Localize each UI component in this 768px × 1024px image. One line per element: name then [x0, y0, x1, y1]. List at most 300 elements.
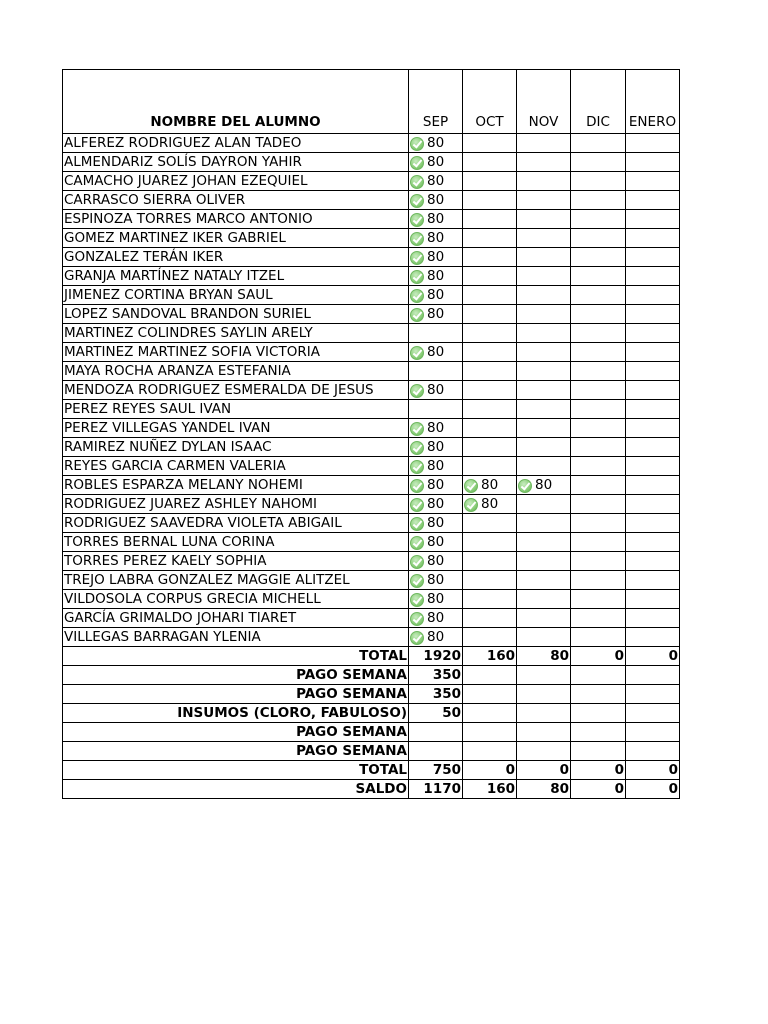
summary-value[interactable]: 80	[517, 780, 571, 799]
summary-value[interactable]	[626, 742, 680, 761]
payment-cell[interactable]	[463, 191, 517, 210]
summary-value[interactable]	[463, 742, 517, 761]
summary-value[interactable]	[517, 742, 571, 761]
payment-cell[interactable]	[409, 571, 463, 590]
student-name-cell[interactable]: VILDOSOLA CORPUS GRECIA MICHELL	[63, 590, 409, 609]
payment-amount: 80	[427, 173, 445, 189]
check-circle-icon	[410, 498, 424, 512]
student-row	[63, 476, 680, 495]
check-circle-icon	[410, 555, 424, 569]
payment-amount: 80	[427, 268, 445, 284]
payment-amount: 80	[427, 477, 445, 493]
payment-cell[interactable]	[626, 305, 680, 324]
payment-cell[interactable]	[409, 134, 463, 153]
payment-amount: 80	[427, 192, 445, 208]
payment-cell[interactable]	[626, 590, 680, 609]
payment-cell[interactable]	[463, 400, 517, 419]
check-circle-icon	[410, 156, 424, 170]
student-row	[63, 324, 680, 343]
payments-spreadsheet	[62, 69, 680, 799]
student-name-cell[interactable]: TREJO LABRA GONZALEZ MAGGIE ALITZEL	[63, 571, 409, 590]
payment-cell[interactable]	[409, 362, 463, 381]
payment-cell[interactable]	[626, 191, 680, 210]
summary-value[interactable]	[626, 704, 680, 723]
check-circle-icon	[410, 536, 424, 550]
payment-cell[interactable]	[409, 533, 463, 552]
payment-cell[interactable]	[409, 552, 463, 571]
payment-cell[interactable]	[409, 210, 463, 229]
payment-cell[interactable]	[409, 381, 463, 400]
payment-cell[interactable]	[626, 248, 680, 267]
payment-cell[interactable]	[463, 609, 517, 628]
payment-cell[interactable]	[571, 552, 626, 571]
student-row	[63, 305, 680, 324]
student-row	[63, 609, 680, 628]
payment-cell[interactable]	[463, 571, 517, 590]
summary-value[interactable]	[517, 666, 571, 685]
summary-value[interactable]: 0	[517, 761, 571, 780]
check-circle-icon	[410, 346, 424, 360]
payment-cell[interactable]	[571, 343, 626, 362]
payment-cell[interactable]	[571, 476, 626, 495]
payment-cell[interactable]	[626, 609, 680, 628]
header-row	[63, 70, 680, 134]
summary-value[interactable]: 160	[463, 647, 517, 666]
payment-cell[interactable]	[409, 438, 463, 457]
summary-value[interactable]	[517, 723, 571, 742]
payment-cell[interactable]	[626, 495, 680, 514]
summary-value[interactable]: 50	[409, 704, 463, 723]
payment-cell[interactable]	[626, 571, 680, 590]
summary-row	[63, 780, 680, 799]
payment-amount: 80	[427, 344, 445, 360]
summary-value[interactable]	[571, 723, 626, 742]
payment-cell[interactable]	[517, 248, 571, 267]
student-row	[63, 381, 680, 400]
student-row	[63, 533, 680, 552]
column-header-name: NOMBRE DEL ALUMNO	[63, 70, 409, 134]
summary-value[interactable]	[571, 742, 626, 761]
summary-value[interactable]	[626, 666, 680, 685]
summary-value[interactable]	[409, 723, 463, 742]
payment-cell[interactable]	[463, 286, 517, 305]
summary-row	[63, 685, 680, 704]
payment-cell[interactable]	[571, 628, 626, 647]
payment-cell[interactable]	[463, 305, 517, 324]
payment-cell[interactable]	[463, 381, 517, 400]
payment-cell[interactable]	[626, 400, 680, 419]
payment-amount: 80	[427, 249, 445, 265]
student-name-cell[interactable]: GOMEZ MARTINEZ IKER GABRIEL	[63, 229, 409, 248]
student-row	[63, 229, 680, 248]
payment-cell[interactable]	[571, 210, 626, 229]
summary-label[interactable]: TOTAL	[63, 647, 409, 666]
payment-cell[interactable]	[517, 419, 571, 438]
payment-cell[interactable]	[517, 476, 571, 495]
summary-value[interactable]	[571, 666, 626, 685]
summary-value[interactable]: 0	[571, 647, 626, 666]
column-header-nov: NOV	[517, 70, 571, 134]
student-row	[63, 571, 680, 590]
payment-cell[interactable]	[571, 400, 626, 419]
payment-amount: 80	[535, 477, 553, 493]
payment-cell[interactable]	[571, 533, 626, 552]
summary-value[interactable]	[463, 723, 517, 742]
payment-cell[interactable]	[517, 571, 571, 590]
payment-cell[interactable]	[409, 248, 463, 267]
summary-value[interactable]	[626, 723, 680, 742]
payment-cell[interactable]	[517, 457, 571, 476]
payment-cell[interactable]	[517, 514, 571, 533]
payment-cell[interactable]	[571, 609, 626, 628]
summary-label[interactable]: SALDO	[63, 780, 409, 799]
payment-cell[interactable]	[517, 267, 571, 286]
payment-cell[interactable]	[626, 172, 680, 191]
payment-cell[interactable]	[409, 305, 463, 324]
summary-value[interactable]: 0	[571, 780, 626, 799]
payment-cell[interactable]	[463, 476, 517, 495]
student-name-cell[interactable]: TORRES BERNAL LUNA CORINA	[63, 533, 409, 552]
check-circle-icon	[410, 384, 424, 398]
payment-cell[interactable]	[571, 419, 626, 438]
payment-cell[interactable]	[626, 362, 680, 381]
payment-cell[interactable]	[626, 134, 680, 153]
payment-cell[interactable]	[517, 324, 571, 343]
student-name-cell[interactable]: ALFEREZ RODRIGUEZ ALAN TADEO	[63, 134, 409, 153]
student-name-cell[interactable]: MARTINEZ MARTINEZ SOFIA VICTORIA	[63, 343, 409, 362]
payment-cell[interactable]	[571, 381, 626, 400]
payment-cell[interactable]	[517, 305, 571, 324]
payment-amount: 80	[427, 306, 445, 322]
payment-cell[interactable]	[409, 590, 463, 609]
payment-cell[interactable]	[626, 533, 680, 552]
payment-cell[interactable]	[571, 134, 626, 153]
summary-row	[63, 666, 680, 685]
payment-cell[interactable]	[517, 400, 571, 419]
check-circle-icon	[410, 251, 424, 265]
payment-amount: 80	[427, 420, 445, 436]
payment-cell[interactable]	[626, 286, 680, 305]
student-name-cell[interactable]: GARCÍA GRIMALDO JOHARI TIARET	[63, 609, 409, 628]
student-name-cell[interactable]: MARTINEZ COLINDRES SAYLIN ARELY	[63, 324, 409, 343]
summary-value[interactable]: 0	[626, 761, 680, 780]
payment-cell[interactable]	[517, 495, 571, 514]
payment-cell[interactable]	[571, 514, 626, 533]
payment-cell[interactable]	[571, 248, 626, 267]
student-row	[63, 438, 680, 457]
student-name-cell[interactable]: ROBLES ESPARZA MELANY NOHEMI	[63, 476, 409, 495]
payment-cell[interactable]	[571, 172, 626, 191]
summary-value[interactable]	[463, 704, 517, 723]
payment-cell[interactable]	[463, 229, 517, 248]
payment-cell[interactable]	[463, 533, 517, 552]
summary-value[interactable]: 160	[463, 780, 517, 799]
payment-cell[interactable]	[463, 267, 517, 286]
payment-cell[interactable]	[463, 362, 517, 381]
payment-cell[interactable]	[517, 609, 571, 628]
student-row	[63, 210, 680, 229]
student-name-cell[interactable]: GONZALEZ TERÁN IKER	[63, 248, 409, 267]
student-name-cell[interactable]: MENDOZA RODRIGUEZ ESMERALDA DE JESUS	[63, 381, 409, 400]
payment-amount: 80	[427, 439, 445, 455]
check-circle-icon	[410, 612, 424, 626]
student-name-cell[interactable]: PEREZ VILLEGAS YANDEL IVAN	[63, 419, 409, 438]
payment-cell[interactable]	[626, 438, 680, 457]
payment-cell[interactable]	[463, 324, 517, 343]
check-circle-icon	[410, 574, 424, 588]
student-name-cell[interactable]: ESPINOZA TORRES MARCO ANTONIO	[63, 210, 409, 229]
student-row	[63, 248, 680, 267]
check-circle-icon	[410, 479, 424, 493]
student-row	[63, 134, 680, 153]
payment-cell[interactable]	[463, 495, 517, 514]
payment-cell[interactable]	[626, 210, 680, 229]
payment-cell[interactable]	[571, 191, 626, 210]
payment-cell[interactable]	[626, 229, 680, 248]
payment-cell[interactable]	[409, 609, 463, 628]
payment-cell[interactable]	[463, 210, 517, 229]
payment-amount: 80	[427, 230, 445, 246]
payment-amount: 80	[427, 382, 445, 398]
payment-cell[interactable]	[409, 286, 463, 305]
student-name-cell[interactable]: RODRIGUEZ JUAREZ ASHLEY NAHOMI	[63, 495, 409, 514]
payment-cell[interactable]	[409, 476, 463, 495]
payment-amount: 80	[481, 477, 499, 493]
payment-cell[interactable]	[409, 324, 463, 343]
payment-cell[interactable]	[517, 134, 571, 153]
payment-cell[interactable]	[409, 191, 463, 210]
payment-cell[interactable]	[517, 552, 571, 571]
summary-value[interactable]: 1170	[409, 780, 463, 799]
student-row	[63, 419, 680, 438]
payment-cell[interactable]	[571, 153, 626, 172]
student-name-cell[interactable]: ALMENDARIZ SOLÍS DAYRON YAHIR	[63, 153, 409, 172]
summary-value[interactable]	[463, 685, 517, 704]
payment-cell[interactable]	[463, 457, 517, 476]
summary-value[interactable]	[409, 742, 463, 761]
payment-cell[interactable]	[463, 438, 517, 457]
payment-cell[interactable]	[571, 571, 626, 590]
payment-cell[interactable]	[517, 533, 571, 552]
payment-cell[interactable]	[409, 229, 463, 248]
payment-cell[interactable]	[517, 381, 571, 400]
payment-cell[interactable]	[626, 343, 680, 362]
check-circle-icon	[410, 631, 424, 645]
student-row	[63, 286, 680, 305]
payment-amount: 80	[427, 629, 445, 645]
check-circle-icon	[410, 232, 424, 246]
student-name-cell[interactable]: LOPEZ SANDOVAL BRANDON SURIEL	[63, 305, 409, 324]
student-row	[63, 552, 680, 571]
payment-cell[interactable]	[409, 343, 463, 362]
payment-cell[interactable]	[517, 191, 571, 210]
student-name-cell[interactable]: TORRES PEREZ KAELY SOPHIA	[63, 552, 409, 571]
summary-label[interactable]: PAGO SEMANA	[63, 685, 409, 704]
payment-cell[interactable]	[571, 590, 626, 609]
summary-value[interactable]	[626, 685, 680, 704]
summary-row	[63, 761, 680, 780]
summary-value[interactable]: 80	[517, 647, 571, 666]
summary-value[interactable]	[463, 666, 517, 685]
student-name-cell[interactable]: RAMIREZ NUÑEZ DYLAN ISAAC	[63, 438, 409, 457]
payment-cell[interactable]	[463, 514, 517, 533]
payment-cell[interactable]	[626, 476, 680, 495]
payment-amount: 80	[427, 572, 445, 588]
summary-label[interactable]: TOTAL	[63, 761, 409, 780]
check-circle-icon	[410, 517, 424, 531]
payment-cell[interactable]	[626, 267, 680, 286]
payment-cell[interactable]	[571, 267, 626, 286]
payment-cell[interactable]	[571, 362, 626, 381]
summary-value[interactable]: 1920	[409, 647, 463, 666]
payment-cell[interactable]	[517, 153, 571, 172]
column-header-dic: DIC	[571, 70, 626, 134]
summary-value[interactable]: 0	[571, 761, 626, 780]
summary-value[interactable]: 750	[409, 761, 463, 780]
payment-cell[interactable]	[517, 229, 571, 248]
column-header-oct: OCT	[463, 70, 517, 134]
payment-amount: 80	[427, 515, 445, 531]
summary-value[interactable]: 350	[409, 666, 463, 685]
payment-cell[interactable]	[517, 590, 571, 609]
summary-value[interactable]: 350	[409, 685, 463, 704]
payment-amount: 80	[427, 591, 445, 607]
payment-cell[interactable]	[571, 229, 626, 248]
payment-amount: 80	[427, 610, 445, 626]
check-circle-icon	[464, 479, 478, 493]
student-name-cell[interactable]: CAMACHO JUAREZ JOHAN EZEQUIEL	[63, 172, 409, 191]
payment-cell[interactable]	[409, 419, 463, 438]
summary-label[interactable]: PAGO SEMANA	[63, 723, 409, 742]
check-circle-icon	[410, 422, 424, 436]
payment-amount: 80	[427, 135, 445, 151]
payment-amount: 80	[427, 534, 445, 550]
student-row	[63, 628, 680, 647]
summary-label[interactable]: INSUMOS (CLORO, FABULOSO)	[63, 704, 409, 723]
summary-value[interactable]	[571, 704, 626, 723]
payment-cell[interactable]	[517, 362, 571, 381]
student-name-cell[interactable]: REYES GARCIA CARMEN VALERIA	[63, 457, 409, 476]
student-name-cell[interactable]: VILLEGAS BARRAGAN YLENIA	[63, 628, 409, 647]
payment-cell[interactable]	[626, 552, 680, 571]
payment-cell[interactable]	[409, 400, 463, 419]
payment-cell[interactable]	[571, 457, 626, 476]
student-name-cell[interactable]: MAYA ROCHA ARANZA ESTEFANIA	[63, 362, 409, 381]
student-row	[63, 590, 680, 609]
student-name-cell[interactable]: JIMENEZ CORTINA BRYAN SAUL	[63, 286, 409, 305]
payment-cell[interactable]	[409, 267, 463, 286]
check-circle-icon	[410, 194, 424, 208]
payment-cell[interactable]	[571, 495, 626, 514]
payment-cell[interactable]	[626, 628, 680, 647]
summary-row	[63, 723, 680, 742]
payment-amount: 80	[481, 496, 499, 512]
payment-cell[interactable]	[626, 153, 680, 172]
student-name-cell[interactable]: GRANJA MARTÍNEZ NATALY ITZEL	[63, 267, 409, 286]
check-circle-icon	[410, 270, 424, 284]
check-circle-icon	[410, 137, 424, 151]
student-row	[63, 400, 680, 419]
column-header-sep: SEP	[409, 70, 463, 134]
student-row	[63, 514, 680, 533]
payment-cell[interactable]	[409, 628, 463, 647]
payment-cell[interactable]	[626, 514, 680, 533]
check-circle-icon	[410, 441, 424, 455]
payment-cell[interactable]	[463, 552, 517, 571]
payment-cell[interactable]	[463, 343, 517, 362]
payment-cell[interactable]	[517, 343, 571, 362]
summary-value[interactable]	[517, 685, 571, 704]
summary-value[interactable]	[571, 685, 626, 704]
payment-cell[interactable]	[463, 134, 517, 153]
student-name-cell[interactable]: CARRASCO SIERRA OLIVER	[63, 191, 409, 210]
payment-cell[interactable]	[517, 628, 571, 647]
summary-label[interactable]: PAGO SEMANA	[63, 742, 409, 761]
payment-cell[interactable]	[409, 457, 463, 476]
payment-cell[interactable]	[409, 495, 463, 514]
summary-row	[63, 742, 680, 761]
summary-row	[63, 704, 680, 723]
payment-cell[interactable]	[463, 419, 517, 438]
payment-cell[interactable]	[409, 172, 463, 191]
payment-amount: 80	[427, 211, 445, 227]
payment-cell[interactable]	[626, 381, 680, 400]
payment-cell[interactable]	[626, 457, 680, 476]
payment-cell[interactable]	[571, 324, 626, 343]
payment-cell[interactable]	[463, 590, 517, 609]
payment-amount: 80	[427, 287, 445, 303]
payment-cell[interactable]	[463, 172, 517, 191]
payment-cell[interactable]	[517, 172, 571, 191]
summary-value[interactable]: 0	[463, 761, 517, 780]
student-name-cell[interactable]: RODRIGUEZ SAAVEDRA VIOLETA ABIGAIL	[63, 514, 409, 533]
payment-cell[interactable]	[463, 248, 517, 267]
check-circle-icon	[518, 479, 532, 493]
payment-cell[interactable]	[571, 305, 626, 324]
student-row	[63, 495, 680, 514]
payment-cell[interactable]	[626, 419, 680, 438]
summary-row	[63, 647, 680, 666]
payment-cell[interactable]	[626, 324, 680, 343]
student-row	[63, 362, 680, 381]
payment-amount: 80	[427, 496, 445, 512]
payment-amount: 80	[427, 458, 445, 474]
payment-cell[interactable]	[571, 286, 626, 305]
payment-cell[interactable]	[517, 438, 571, 457]
payment-cell[interactable]	[463, 628, 517, 647]
summary-value[interactable]	[517, 704, 571, 723]
check-circle-icon	[410, 460, 424, 474]
payment-cell[interactable]	[571, 438, 626, 457]
payment-cell[interactable]	[409, 153, 463, 172]
payment-cell[interactable]	[517, 286, 571, 305]
payment-cell[interactable]	[463, 153, 517, 172]
summary-label[interactable]: PAGO SEMANA	[63, 666, 409, 685]
summary-value[interactable]: 0	[626, 780, 680, 799]
student-name-cell[interactable]: PEREZ REYES SAUL IVAN	[63, 400, 409, 419]
student-row	[63, 153, 680, 172]
payment-amount: 80	[427, 553, 445, 569]
payment-amount: 80	[427, 154, 445, 170]
column-header-enero: ENERO	[626, 70, 680, 134]
check-circle-icon	[410, 593, 424, 607]
student-row	[63, 172, 680, 191]
summary-value[interactable]: 0	[626, 647, 680, 666]
check-circle-icon	[464, 498, 478, 512]
payment-cell[interactable]	[409, 514, 463, 533]
payment-cell[interactable]	[517, 210, 571, 229]
student-row	[63, 343, 680, 362]
